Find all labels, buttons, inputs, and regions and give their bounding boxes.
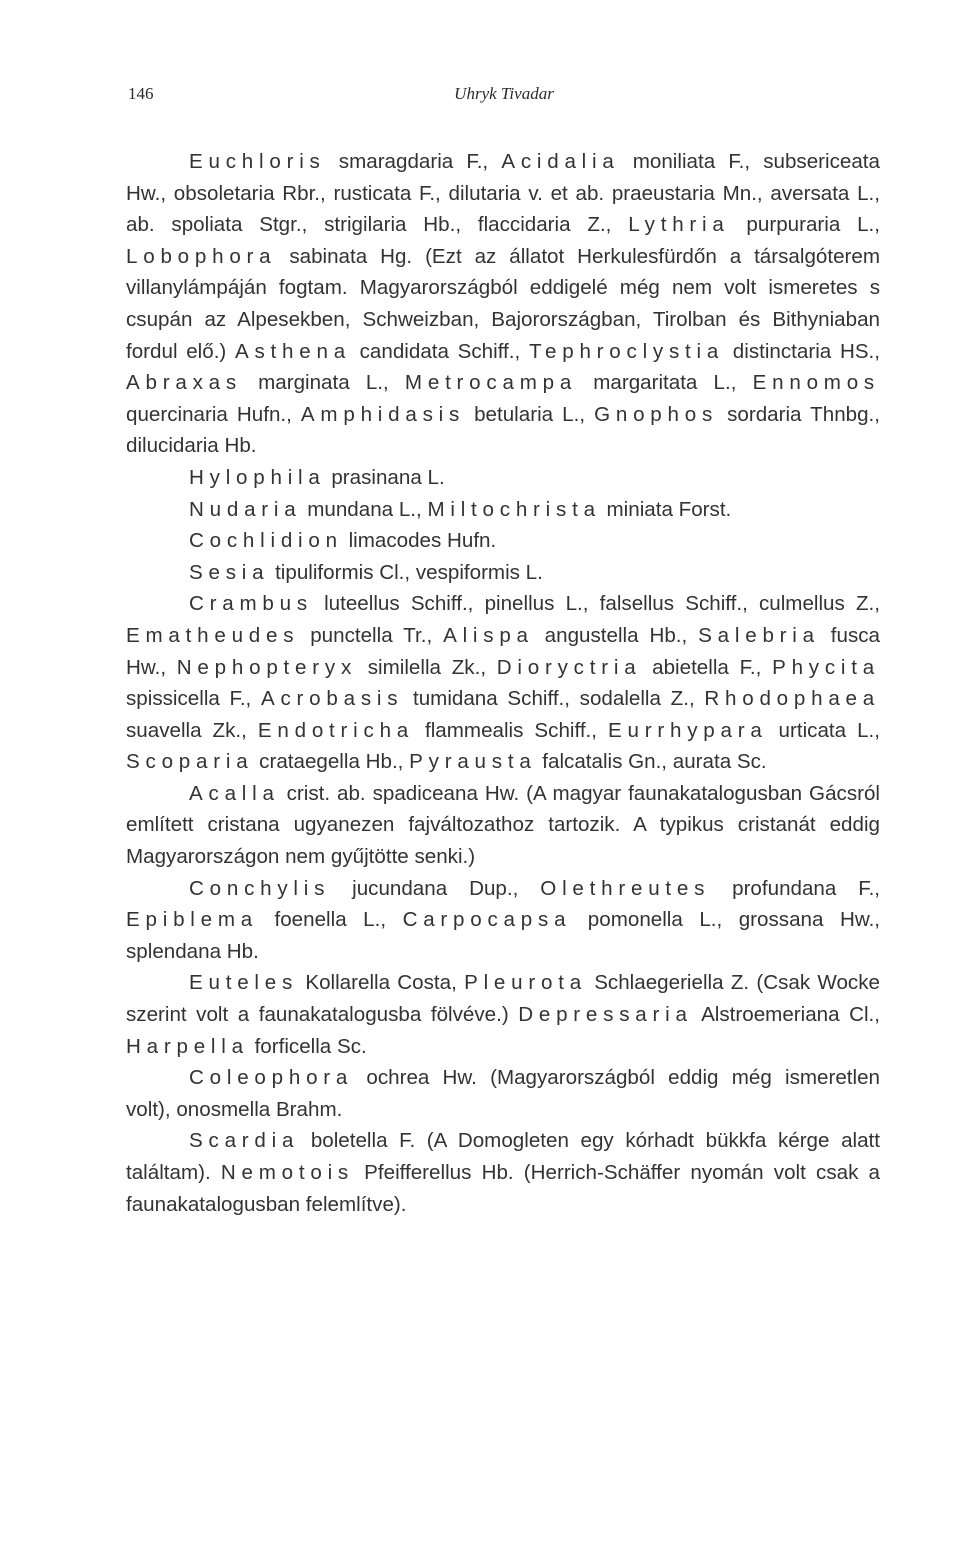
text-run: flammealis Schiff.,: [414, 718, 608, 742]
text-run: tipuliformis Cl., vespiformis L.: [269, 560, 543, 584]
text-run: smaragdaria F.,: [325, 150, 502, 173]
genus-name: Salebria: [698, 623, 820, 647]
paragraph: [126, 1125, 880, 1220]
text-run: tumidana Schiff., sodalella Z.,: [403, 687, 705, 711]
genus-name: Amphidasis: [300, 402, 466, 426]
genus-name: Carpocapsa: [402, 908, 572, 932]
text-run: miniata Forst.: [600, 497, 732, 521]
genus-name: Scardia: [189, 1129, 300, 1153]
text-run: profundana F.,: [710, 876, 881, 900]
paragraph: [126, 146, 880, 462]
genus-name: Sesia: [189, 560, 270, 584]
genus-name: Euteles: [189, 971, 299, 995]
body-text: [126, 146, 880, 1220]
genus-name: Lobophora: [126, 244, 277, 268]
text-run: spissicella F.,: [126, 687, 261, 711]
text-run: forficella Sc.: [248, 1034, 367, 1058]
genus-name: Pyrausta: [409, 750, 537, 774]
genus-name: Tephroclystia: [528, 339, 725, 363]
text-run: prasinana L.: [325, 465, 445, 489]
text-run: fusca Hw.,: [126, 623, 880, 679]
text-run: foenella L.,: [258, 908, 403, 932]
text-run: limacodes Hufn.: [342, 529, 497, 553]
running-head: Uhryk Tivadar: [454, 84, 554, 103]
genus-name: Alispa: [443, 623, 534, 647]
genus-name: Phycita: [772, 655, 880, 679]
genus-name: Abraxas: [126, 371, 242, 395]
paragraph: [126, 967, 880, 1062]
genus-name: Dioryctria: [496, 655, 642, 679]
text-run: ochrea Hw. (Magyarországból eddig még ismeretlen volt), onosmella Brahm.: [126, 1066, 880, 1121]
genus-name: Nemotois: [220, 1161, 354, 1184]
genus-name: Crambus: [189, 592, 313, 616]
text-run: betularia L.,: [465, 402, 595, 426]
page-header: [128, 84, 880, 108]
text-run: quercinaria Hufn.,: [126, 402, 301, 426]
genus-name: Lythria: [628, 213, 730, 237]
genus-name: Epiblema: [126, 908, 258, 932]
paragraph: [126, 494, 880, 526]
text-run: Schlaegeriella Z. (Csak Wocke szerint volt a faunakatalogusba fölvéve.): [126, 971, 880, 1027]
genus-name: Depressaria: [518, 1003, 693, 1027]
genus-name: Ennomos: [752, 371, 881, 395]
genus-name: Conchylis: [189, 876, 331, 900]
text-run: suavella Zk.,: [126, 718, 258, 742]
paragraph: [126, 557, 880, 589]
genus-name: Pleurota: [464, 971, 587, 995]
text-run: margaritata L.,: [577, 371, 753, 395]
genus-name: Acalla: [189, 781, 280, 805]
genus-name: Acidalia: [501, 150, 620, 173]
genus-name: Euchloris: [189, 150, 326, 173]
genus-name: Coleophora: [189, 1066, 354, 1090]
genus-name: Ematheudes: [126, 623, 300, 647]
text-run: crist. ab. spadiceana Hw. (A magyar faunakatalogusban Gácsról említett cristana ugyanezen fajváltozathoz tartozik. A typikus cristanát eddig Magyarországon nem gyűjtötte senki.): [126, 781, 880, 869]
text-run: falcatalis Gn., aurata Sc.: [536, 750, 767, 774]
text-run: mundana L.,: [301, 497, 428, 521]
genus-name: Eurrhypara: [608, 718, 768, 742]
text-run: purpuraria L.,: [729, 213, 880, 237]
page-number: 146: [128, 84, 154, 103]
text-run: pomonella L., grossana Hw., splendana Hb.: [126, 908, 881, 963]
genus-name: Cochlidion: [189, 529, 343, 553]
text-run: similella Zk.,: [357, 655, 497, 679]
text-run: urticata L.,: [767, 718, 880, 742]
genus-name: Metrocampa: [404, 371, 578, 395]
paragraph: [126, 588, 880, 778]
paragraph: [126, 1062, 880, 1125]
text-run: Kollarella Costa,: [298, 971, 465, 995]
text-run: candidata Schiff.,: [350, 339, 529, 363]
genus-name: Scoparia: [126, 750, 254, 774]
genus-name: Asthena: [234, 339, 351, 363]
text-run: Alstroemeriana Cl.,: [692, 1003, 880, 1027]
genus-name: Acrobasis: [260, 687, 404, 711]
text-run: jucundana Dup.,: [330, 876, 541, 900]
text-run: angustella Hb.,: [533, 623, 699, 647]
genus-name: Nephopteryx: [176, 655, 358, 679]
text-run: marginata L.,: [241, 371, 405, 395]
genus-name: Harpella: [126, 1034, 249, 1058]
text-run: sordaria Thnbg., dilucidaria Hb.: [126, 402, 880, 458]
genus-name: Nudaria: [189, 497, 302, 521]
genus-name: Gnophos: [594, 402, 719, 426]
genus-name: Endotricha: [257, 718, 415, 742]
genus-name: Miltochrista: [427, 497, 601, 521]
text-run: boletella F. (A Domogleten egy kórhadt bükkfa kérge alatt találtam).: [126, 1129, 880, 1184]
genus-name: Hylophila: [189, 465, 326, 489]
genus-name: Olethreutes: [540, 876, 711, 900]
paragraph: [126, 778, 880, 873]
genus-name: Rhodophaea: [704, 687, 880, 711]
text-run: crataegella Hb.,: [253, 750, 410, 774]
text-run: distinctaria HS.,: [724, 339, 880, 363]
text-run: abietella F.,: [641, 655, 773, 679]
text-run: Pfeifferellus Hb. (Herrich-Schäffer nyomán volt csak a faunakatalogusban felemlítve).: [126, 1161, 880, 1216]
paragraph: [126, 462, 880, 494]
text-run: moniliata F., subsericeata Hw., obsoletaria Rbr., rusticata F., dilutaria v. et ab. praeustaria Mn., aversata L., ab. spoliata Stgr., strigilaria Hb., flaccidaria Z.,: [126, 150, 880, 237]
text-run: punctella Tr.,: [299, 623, 444, 647]
text-run: sabinata Hg. (Ezt az állatot Herkulesfürdőn a társalgóterem villanylámpáján fogtam. Magyarországból eddigelé még nem volt ismeretes s csupán az Alpesekben, Schweizban, Bajorországban, Tirolban és Bithyniaban fordul elő.): [126, 244, 880, 363]
paragraph: [126, 873, 880, 968]
text-run: luteellus Schiff., pinellus L., falsellus Schiff., culmellus Z.,: [312, 592, 880, 616]
paragraph: [126, 525, 880, 557]
